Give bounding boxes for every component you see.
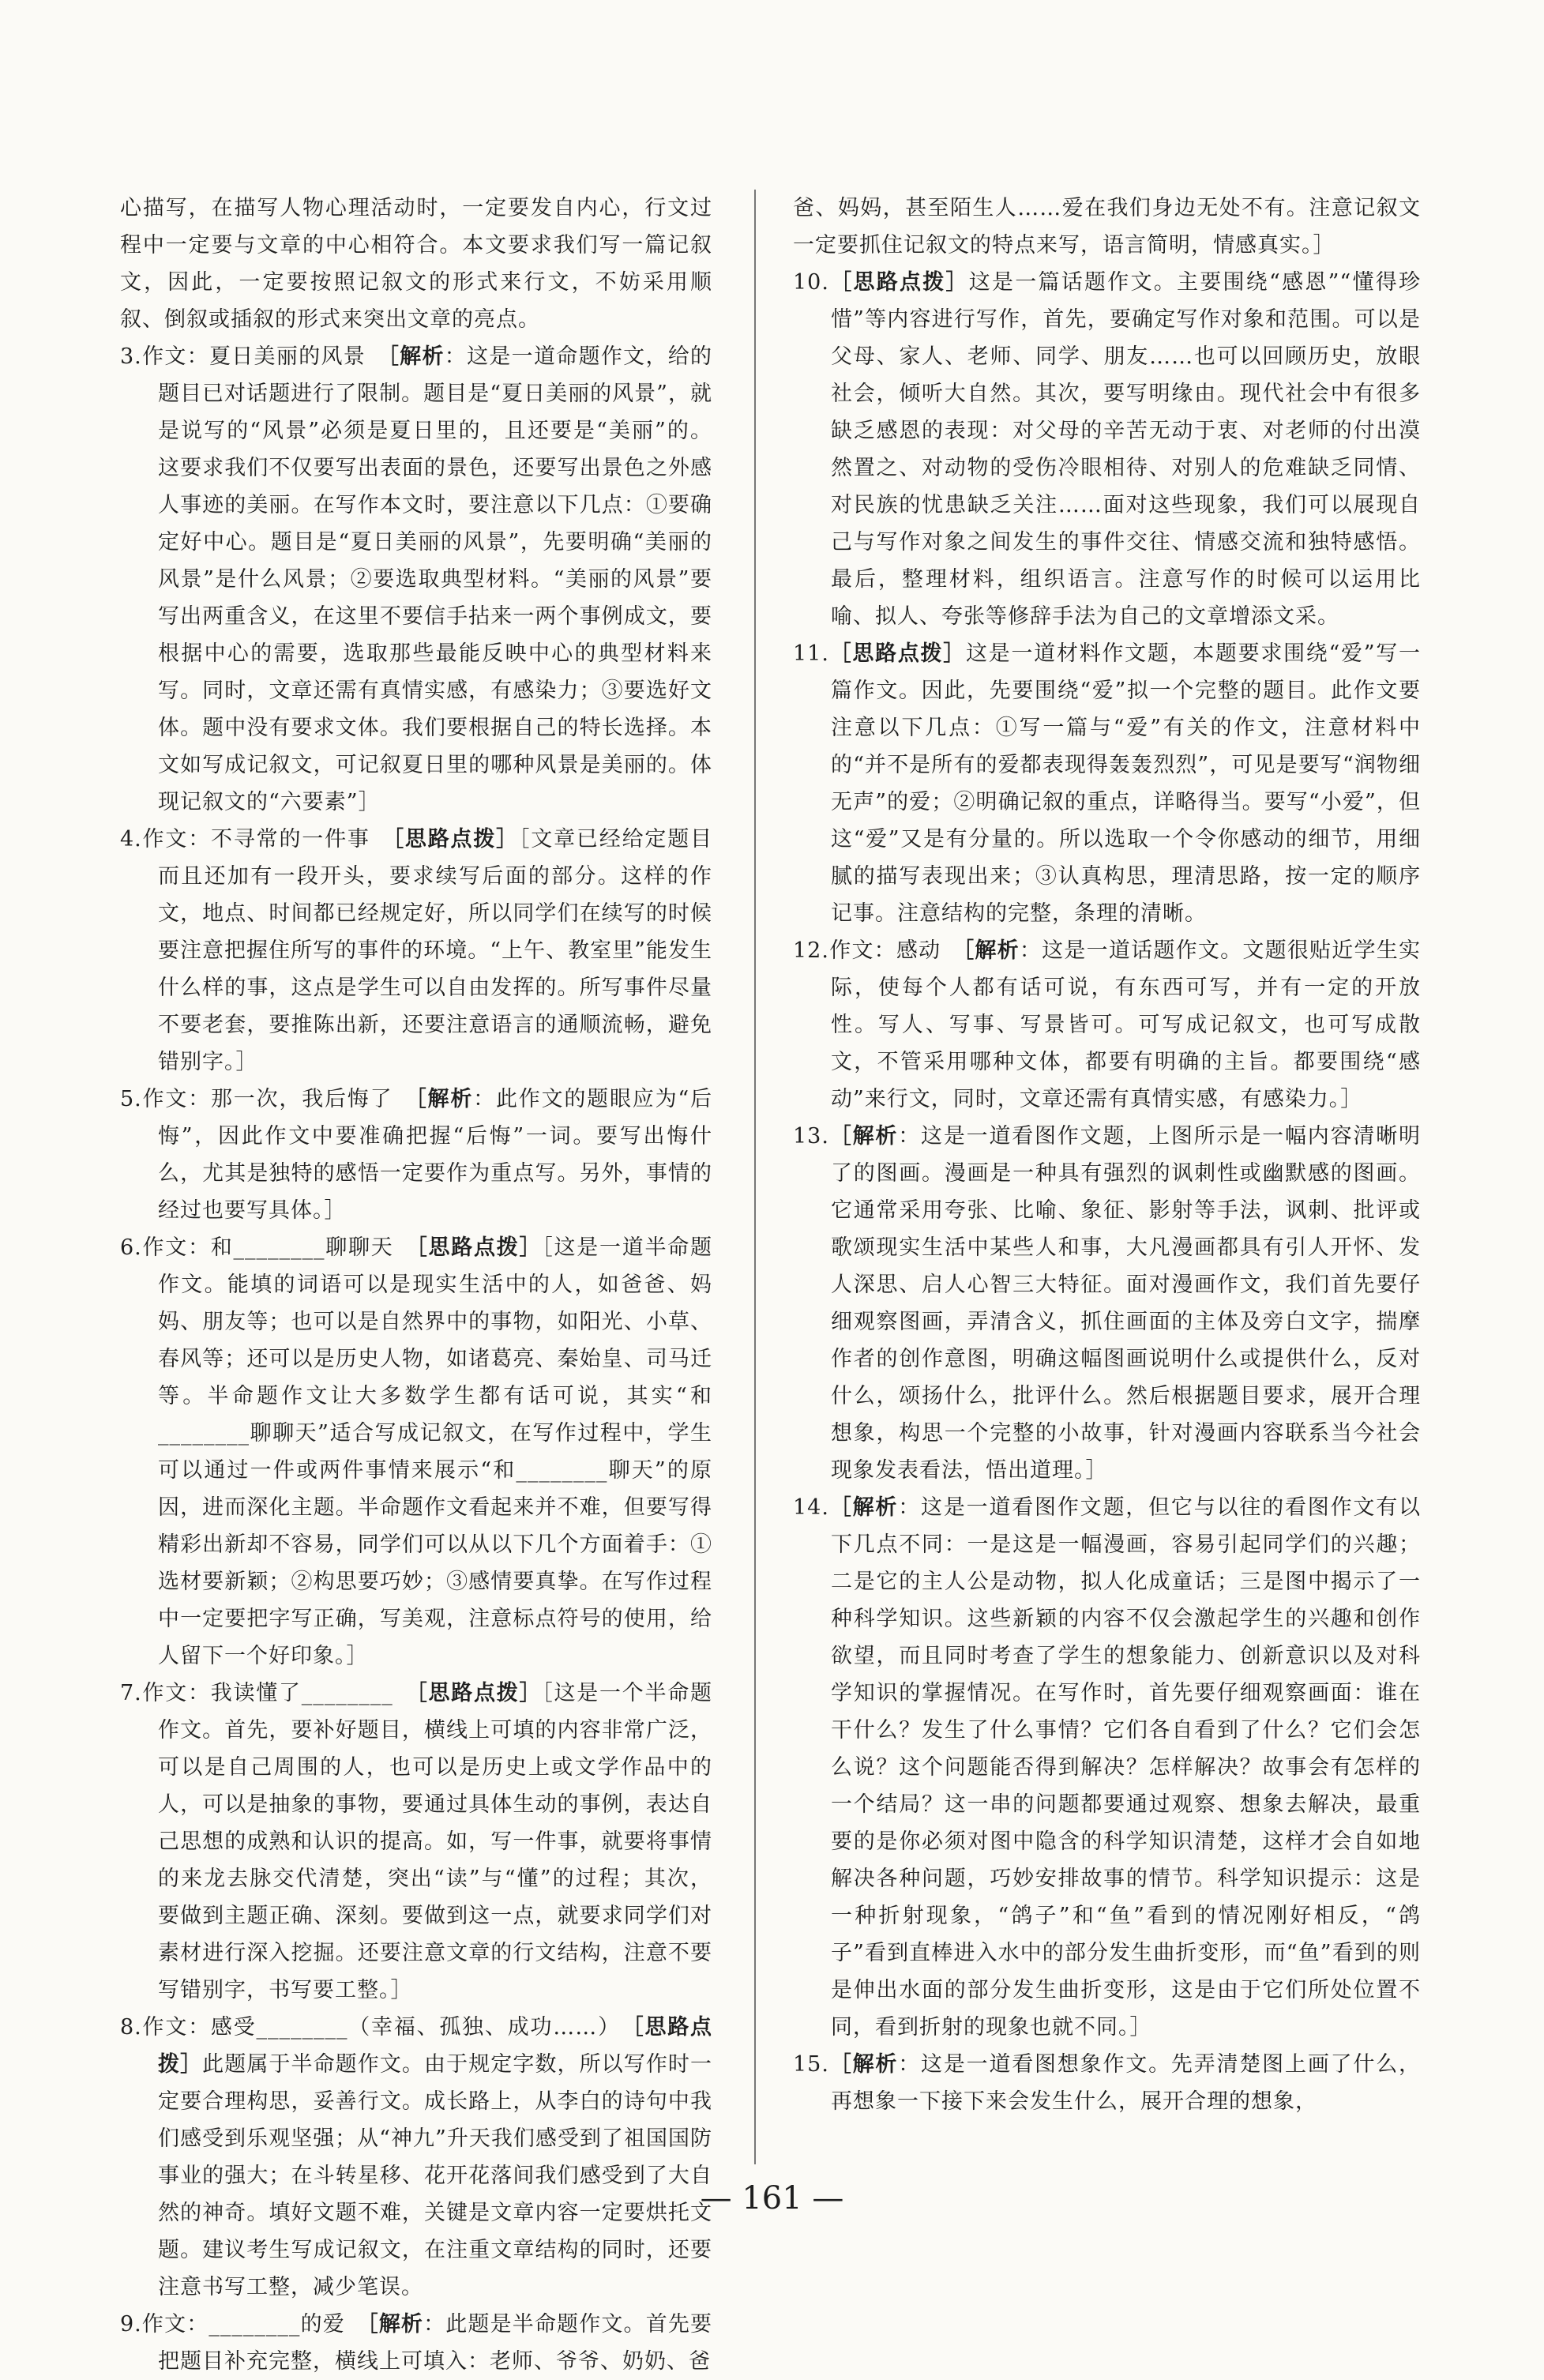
entry-number: 3. bbox=[120, 344, 142, 369]
entry-body: ：这是一道看图想象作文。先弄清楚图上画了什么，再想象一下接下来会发生什么，展开合理的想象， bbox=[831, 2052, 1422, 2114]
entry-tag: ［解析 bbox=[963, 938, 1020, 963]
entry-body: ［这是一个半命题作文。首先，要补好题目，横线上可填的内容非常广泛，可以是自己周围的人，也可以是历史上或文学作品中的人，可以是抽象的事物，要通过具体生动的事例，表达自己思想的成熟和认识的提高。如，写一件事，就要将事情的来龙去脉交代清楚，突出“读”与“懂”的过程；其次，要做到主题正确、深刻。要做到这一点，就要求同学们对素材进行深入挖掘。还要注意文章的行文结构，注意不要写错别字，书写要工整。］ bbox=[158, 1681, 713, 2002]
entry-body: ：这是一道命题作文，给的题目已对话题进行了限制。题目是“夏日美丽的风景”，就是说写的“风景”必须是夏日里的，且还要是“美丽”的。这要求我们不仅要写出表面的景色，还要写出景色之外感人事迹的美丽。在写作本文时，要注意以下几点：①要确定好中心。题目是“夏日美丽的风景”，先要明确“美丽的风景”是什么风景；②要选取典型材料。“美丽的风景”要写出两重含义，在这里不要信手拈来一两个事例成文，要根据中心的需要，选取那些最能反映中心的典型材料来写。同时，文章还需有真情实感，有感染力；③要选好文体。题中没有要求文体。我们要根据自己的特长选择。本文如写成记叙文，可记叙夏日里的哪种风景是美丽的。体现记叙文的“六要素”］ bbox=[158, 344, 713, 814]
entry-body: ［这是一道半命题作文。能填的词语可以是现实生活中的人，如爸爸、妈妈、朋友等；也可以是自然界中的事物，如阳光、小草、春风等；还可以是历史人物，如诸葛亮、秦始皇、司马迁等。半命题作文让大多数学生都有话可说，其实“和________聊聊天”适合写成记叙文，在写作过程中，学生可以通过一件或两件事情来展示“和________聊天”的原因，进而深化主题。半命题作文看起来并不难，但要写得精彩出新却不容易，同学们可以从以下几个方面着手：①选材要新颖；②构思要巧妙；③感情要真挚。在写作过程中一定要把字写正确，写美观，注意标点符号的使用，给人留下一个好印象。］ bbox=[158, 1235, 713, 1668]
entry-number: 15. bbox=[793, 2052, 829, 2077]
entry-number: 4. bbox=[120, 827, 142, 852]
answer-entry-10 bbox=[793, 264, 1421, 635]
entry-body: ［文章已经给定题目而且还加有一段开头，要求续写后面的部分。这样的作文，地点、时间都已经规定好，所以同学们在续写的时候要注意把握住所写的事件的环境。“上午、教室里”能发生什么样的事，这点是学生可以自由发挥的。所写事件尽量不要老套，要推陈出新，还要注意语言的通顺流畅，避免错别字。］ bbox=[158, 827, 713, 1074]
entry-tag: ［解析 bbox=[828, 1124, 899, 1149]
left-continuation: 心描写，在描写人物心理活动时，一定要发自内心，行文过程中一定要与文章的中心相符合。本文要求我们写一篇记叙文，因此，一定要按照记叙文的形式来行文，不妨采用顺叙、倒叙或插叙的形式来突出文章的亮点。 bbox=[120, 196, 712, 332]
entry-tag: ［思路点拨］ bbox=[828, 641, 966, 666]
entry-tag: ［思路点拨］ bbox=[828, 270, 969, 295]
entry-title: 作文：夏日美丽的风景 bbox=[141, 344, 366, 369]
answer-entry-4 bbox=[120, 821, 712, 1081]
entry-title: 作文：我读懂了________ bbox=[141, 1681, 393, 1705]
entry-body: ：这是一道看图作文题，上图所示是一幅内容清晰明了的图画。漫画是一种具有强烈的讽刺性或幽默感的图画。它通常采用夸张、比喻、象征、影射等手法，讽刺、批评或歌颂现实生活中某些人和事，大凡漫画都具有引人开怀、发人深思、启人心智三大特征。面对漫画作文，我们首先要仔细观察图画，弄清含义，抓住画面的主体及旁白文字，揣摩作者的创作意图，明确这幅图画说明什么或提供什么，反对什么，颂扬什么，批评什么。然后根据题目要求，展开合理想象，构思一个完整的小故事，针对漫画内容联系当今社会现象发表看法，悟出道理。］ bbox=[831, 1124, 1422, 1483]
entry-number: 13. bbox=[793, 1124, 829, 1149]
entry-number: 9. bbox=[120, 2312, 142, 2337]
answer-entry-13 bbox=[793, 1118, 1421, 1489]
answer-entry-7 bbox=[120, 1675, 712, 2009]
entry-title: 作文：感动 bbox=[828, 938, 941, 963]
entry-body: 此题属于半命题作文。由于规定字数，所以写作时一定要合理构思，妥善行文。成长路上，从李白的诗句中我们感受到乐观坚强；从“神九”升天我们感受到了祖国国防事业的强大；在斗转星移、花开花落间我们感受到了大自然的神奇。填好文题不难，关键是文章内容一定要烘托文题。建议考生写成记叙文，在注重文章结构的同时，还要注意书写工整，减少笔误。 bbox=[158, 2052, 713, 2299]
entry-number: 6. bbox=[120, 1235, 142, 1260]
answer-entry-11 bbox=[793, 635, 1421, 932]
entry-tag: ［思路点拨］ bbox=[158, 2015, 713, 2077]
answer-entry-3 bbox=[120, 338, 712, 821]
left-column bbox=[120, 190, 712, 2380]
entry-tag: ［解析 bbox=[388, 344, 445, 369]
answer-entry-6 bbox=[120, 1229, 712, 1675]
entry-number: 8. bbox=[120, 2015, 142, 2040]
entry-tag: ［思路点拨］ bbox=[393, 827, 519, 852]
entry-number: 5. bbox=[120, 1087, 142, 1111]
answer-entry-5 bbox=[120, 1081, 712, 1229]
answer-entry-14 bbox=[793, 1489, 1421, 2046]
entry-tag: ［解析 bbox=[828, 2052, 899, 2077]
entry-body: 这是一道材料作文题，本题要求围绕“爱”写一篇作文。因此，先要围绕“爱”拟一个完整的题目。此作文要注意以下几点：①写一篇与“爱”有关的作文，注意材料中的“并不是所有的爱都表现得轰轰烈烈”，可见是要写“润物细无声”的爱；②明确记叙的重点，详略得当。要写“小爱”，但这“爱”又是有分量的。所以选取一个令你感动的细节，用细腻的描写表现出来；③认真构思，理清思路，按一定的顺序记事。注意结构的完整，条理的清晰。 bbox=[831, 641, 1422, 926]
column-divider bbox=[754, 190, 756, 2164]
entry-body: ：这是一道看图作文题，但它与以往的看图作文有以下几点不同：一是这是一幅漫画，容易引起同学们的兴趣；二是它的主人公是动物，拟人化成童话；三是图中揭示了一种科学知识。这些新颖的内容不仅会激起学生的兴趣和创作欲望，而且同时考查了学生的想象能力、创新意识以及对科学知识的掌握情况。在写作时，首先要仔细观察画面：谁在干什么？发生了什么事情？它们各自看到了什么？它们会怎么说？这个问题能否得到解决？怎样解决？故事会有怎样的一个结局？这一串的问题都要通过观察、想象去解决，最重要的是你必须对图中隐含的科学知识清楚，这样才会自如地解决各种问题，巧妙安排故事的情节。科学知识提示：这是一种折射现象，“鸽子”和“鱼”看到的情况刚好相反，“鸽子”看到直棒进入水中的部分发生曲折变形，而“鱼”看到的则是伸出水面的部分发生曲折变形，这是由于它们所处位置不同，看到折射的现象也就不同。］ bbox=[831, 1495, 1422, 2040]
right-continuation: 爸、妈妈，甚至陌生人……爱在我们身边无处不有。注意记叙文一定要抓住记叙文的特点来写，语言简明，情感真实。］ bbox=[793, 196, 1421, 258]
entry-number: 14. bbox=[793, 1495, 829, 1520]
entry-tag: ［解析 bbox=[828, 1495, 899, 1520]
entry-body: 这是一篇话题作文。主要围绕“感恩”“懂得珍惜”等内容进行写作，首先，要确定写作对象和范围。可以是父母、家人、老师、同学、朋友……也可以回顾历史，放眼社会，倾听大自然。其次，要写明缘由。现代社会中有很多缺乏感恩的表现：对父母的辛苦无动于衷、对老师的付出漠然置之、对动物的受伤冷眼相待、对别人的危难缺乏同情、对民族的忧患缺乏关注……面对这些现象，我们可以展现自己与写作对象之间发生的事件交往、情感交流和独特感悟。最后，整理材料，组织语言。注意写作的时候可以运用比喻、拟人、夸张等修辞手法为自己的文章增添文采。 bbox=[831, 270, 1422, 629]
entry-body: ：这是一道话题作文。文题很贴近学生实际，使每个人都有话可说，有东西可写，并有一定的开放性。写人、写事、写景皆可。可写成记叙文，也可写成散文，不管采用哪种文体，都要有明确的主旨。都要围绕“感动”来行文，同时，文章还需有真情实感，有感染力。］ bbox=[831, 938, 1422, 1111]
answer-entry-15 bbox=[793, 2046, 1421, 2120]
entry-tag: ［解析 bbox=[415, 1087, 474, 1111]
entry-number: 11. bbox=[793, 641, 829, 666]
answer-entry-8 bbox=[120, 2009, 712, 2306]
entry-number: 7. bbox=[120, 1681, 142, 1705]
page-number: — 161 — bbox=[700, 2180, 844, 2216]
entry-tag: ［解析 bbox=[367, 2312, 424, 2337]
entry-body: ：此作文的题眼应为“后悔”，因此作文中要准确把握“后悔”一词。要写出悔什么，尤其是独特的感悟一定要作为重点写。另外，事情的经过也要写具体。］ bbox=[158, 1087, 713, 1223]
entry-tag: ［思路点拨］ bbox=[416, 1681, 543, 1705]
entry-title: 作文：和________聊聊天 bbox=[141, 1235, 394, 1260]
entry-title: 作文：感受________（幸福、孤独、成功……） bbox=[141, 2015, 610, 2040]
entry-title: 作文：不寻常的一件事 bbox=[141, 827, 370, 852]
entry-body: ：此题是半命题作文。首先要把题目补充完整，横线上可填入：老师、爷爷、奶奶、爸 bbox=[158, 2312, 713, 2374]
entry-title: 作文：________的爱 bbox=[141, 2312, 345, 2337]
entry-number: 10. bbox=[793, 270, 829, 295]
right-column bbox=[793, 190, 1421, 2120]
entry-tag: ［思路点拨］ bbox=[416, 1235, 543, 1260]
answer-entry-12 bbox=[793, 932, 1421, 1118]
entry-number: 12. bbox=[793, 938, 829, 963]
entry-title: 作文：那一次，我后悔了 bbox=[141, 1087, 393, 1111]
answer-entry-9 bbox=[120, 2306, 712, 2380]
